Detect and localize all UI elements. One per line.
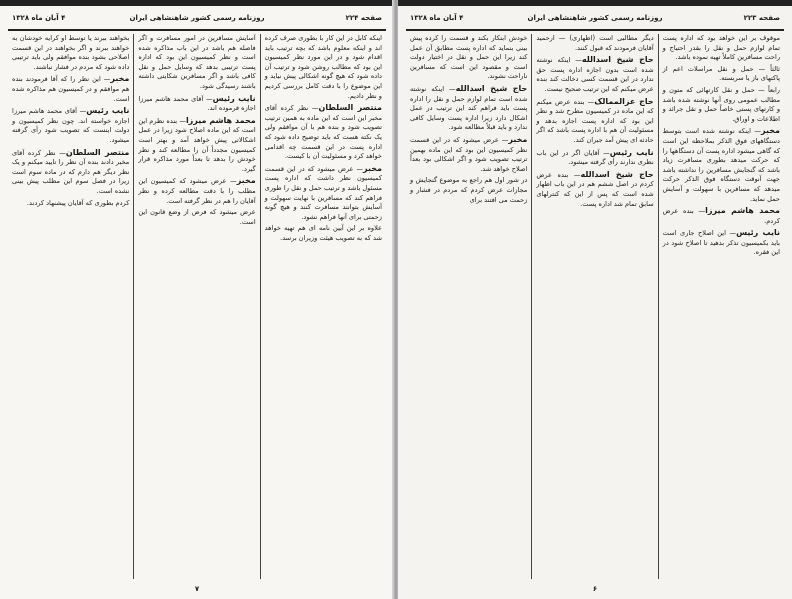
speaker-name: نایب رئیس [86,106,130,116]
header-rule [406,29,784,31]
paragraph-text: اینکه کابل در این کار با بطوری صرف کرده اند و اینکه معلوم باشد که بچه ترتیب باید اقدام شود و در این مورد نظر کمیسیون این بود که مطالب روشن شود و ترتیب آن داده شود که هیچ گونه اشکالی پیش نیاید و این موضوع را با دقت کامل بررسی کردیم و نظر دادیم. [264,34,382,100]
paragraph [12,148,129,197]
paragraph-text: — عرض میشود که کمیسیون این مطلب را با دقت مطالعه کرده و نظر آقایان را هم در نظر گرفته است. [138,177,256,205]
speaker-name: محمد هاشم میرزا [185,115,256,125]
header-rule [8,29,386,31]
paragraph [12,199,129,209]
text-column [134,34,260,579]
text-column [8,34,134,579]
speaker-name: مخبر [363,163,382,173]
paragraph [138,116,255,175]
page-header [8,12,386,26]
paragraph-text: — نظر کرده آقای مخبر این است که این ماده به همین ترتیب تصویب شود و بنده هم با آن موافقم ولی یک نکته هست که باید توضیح داده شود که اداره پست در این قسمت چه اقدامی خواهد کرد و مسئولیت آن با کیست. [264,104,382,161]
speaker-name: منتصر السلطان [65,147,130,157]
speaker-name: مخبر [508,134,528,144]
text-columns [406,34,784,579]
speaker-name: حاج شیخ اسدالله [581,55,654,65]
text-columns [8,34,386,579]
paragraph-text: عرض میشود که فرض از وضع قانون این است. [138,208,256,226]
paragraph [12,74,129,104]
paragraph [265,164,382,223]
paragraph-text: — آقای محمد هاشم میرزا اجازه خواسته اند. چون نظر کمیسیون و دولت اینست که تصویب شود رأی گرفته میشود. [12,107,130,144]
paragraph-text: — بنده عرض کردم. [662,207,780,225]
paragraph [138,176,255,206]
paragraph-text: رابعاً — حمل و نقل کارتهائی که متون و مطالب عمومی روی آنها نوشته شده باشد و کارتهای پستی خاصاً حمل و نقل جرائد و اطلاعات و اوراق. [662,85,780,123]
paragraph-text: — نظر کرده آقای مخبر دادند بنده آن نظر را تایید میکنم و یک نظر دیگر هم دارم که در ماده سوم است زیرا در فصل سوم این مطلب پیش بینی نشده است. [12,148,130,195]
paragraph [410,34,527,82]
paragraph-text: در شور اول هم راجع به موضوع گنجایش و مجازات عرض کردم که مردم در فشار و زحمت می افتند برای [410,176,528,204]
paragraph [12,106,129,145]
paragraph [536,170,653,209]
paragraph-text: — عرض میشود که در این قسمت نظر کمیسیون این بود که این ماده بهمین ترتیب تصویب شود و اگر اشکالی بود بعداً اصلاح خواهد شد. [410,135,528,173]
text-column [406,34,532,579]
paragraph-text: آسایش مسافرین در امور مسافرت و اگر فاصله هم باشد در این باب مذاکره شده است و نظر کمیسیون این بود که اداره پست ترتیبی بدهد که وسایل حمل و نقل کافی باشد و اگر مسافرین شکایتی داشته باشند رسیدگی شود. [138,34,256,90]
paragraph [265,224,382,243]
left-page [0,0,394,599]
paragraph [663,34,780,63]
newspaper-title: روزنامه رسمی کشور شاهنشاهی ایران [527,14,663,22]
issue-date: ۴ آبان ماه ۱۳۲۸ [410,14,464,22]
issue-date: ۴ آبان ماه ۱۳۲۸ [12,14,66,22]
paragraph [12,34,129,72]
speaker-name: نایب رئیس [609,147,654,157]
paragraph-text: — این اصلاح جاری است باید بکمیسیون تذکر بدهید تا اصلاح شود در این فقره. [662,229,780,257]
paragraph [663,86,780,124]
paragraph-text: کردم بطوری که آقایان پیشنهاد کردند. [26,198,130,207]
paragraph-text: خودش ابتکار بکند و قسمت را کرده پیش بینی بنماید که اداره پست مطابق آن عمل کند زیرا این حمل و نقل در اختیار دولت است و مقصود این است که مسافرین ناراحت نشوند. [410,34,528,81]
paragraph [138,34,255,92]
paragraph [265,103,382,162]
page-label: صفحه ۲۲۴ [345,14,382,22]
paragraph-text: — اینکه نوشته شده است بتوسط دستگاههای فوق الذکر بملاحظه این است که گاهی میشود اداره پست آن دستگاهها را که حرکت میدهد بطوری مسافرت زیاد باشد که گنجایش مسافرین را نداشته باشد جهت آنوقت دستگاه فوق الذکر حرکت میدهد که مسافرین با سهولت و آسایش حمل نماید. [662,127,780,203]
scan-edge [0,0,394,6]
text-column [532,34,658,579]
paragraph [138,208,255,227]
paragraph-text: — بنده عرض میکنم که این ماده در کمیسیون مطرح شد و نظر این بود که اداره پست اجازه بدهد و مسئولیت آن هم با اداره پست باشد که اگر حادثه ای پیش آمد جبران کند. [536,97,654,144]
paragraph [536,148,653,168]
page-number: ۶ [592,585,598,593]
paragraph-text: — آقای محمد هاشم میرزا اجازه فرموده اند. [138,94,256,113]
speaker-name: حاج شیخ اسدالله [580,169,654,179]
speaker-name: مخبر [236,176,256,186]
paragraph-text: دیگر مطالبی است (اظهاری) — ارحمید آقایان فرمودند که قبول کنند. [536,34,654,52]
page-label: صفحه ۲۲۳ [743,14,780,22]
paragraph [536,97,653,146]
paragraph-text: — عرض میشود که در این قسمت کمیسیون نظر داشت که اداره پست مسئول باشد و ترتیب حمل و نقل را طوری فراهم کند که مسافرین با نهایت سهولت و آسایش بتوانند مسافرت کنند و هیچ گونه زحمتی برای آنها فراهم نشود. [264,164,382,221]
speaker-name: محمد هاشم میرزا [705,206,780,216]
paragraph-text: علاوه بر این آیین نامه ای هم تهیه خواهد شد که به تصویب هیئت وزیران برسد. [264,224,382,242]
scan-edge [398,0,792,6]
right-page [398,0,792,599]
paragraph-text: — بنده نظرم این است که این ماده اصلاح شود زیرا در عمل اشکالاتی پیش خواهد آمد و بهتر است کمیسیون مجدداً آن را مطالعه کند و نظر خودش را بدهد تا بعداً مورد مذاکره قرار گیرد. [138,116,256,173]
speaker-name: نایب رئیس [736,228,780,238]
speaker-name: مخبر [110,74,130,84]
paragraph [536,34,653,53]
page-number: ۷ [194,585,200,593]
paragraph [410,135,527,174]
paragraph-text: بخواهند ببرند یا توسط او کرایه خودشان به خواهند ببرند و اگر بخواهند در این قسمت اصلاحی بشود بنده موافقم ولی باید ترتیبی داده شود که مردم در فشار نباشند. [12,34,130,71]
speaker-name: منتصر السلطان [318,103,383,113]
page-header [406,12,784,26]
paragraph [663,126,780,204]
paragraph-text: — این نظر را که آقا فرمودند بنده هم موافقم و در کمیسیون هم مذاکره شده است. [12,75,130,103]
paragraph [663,228,780,258]
text-column [659,34,784,579]
paragraph [410,84,527,133]
speaker-name: مخبر [761,126,780,136]
paragraph-text: — اینکه نوشته شده است تمام لوازم حمل و نقل را اداره پست باید فراهم کند این ترتیب در عمل اشکال دارد زیرا اداره پست وسایل کافی ندارد و باید قبلاً مطالعه شود. [410,84,528,132]
text-column [261,34,386,579]
speaker-name: حاج عزالممالک [594,96,654,106]
speaker-name: نایب رئیس [212,93,256,103]
paragraph [265,34,382,101]
paragraph [663,206,780,226]
speaker-name: حاج شیخ اسدالله [455,83,528,93]
paragraph [663,65,780,84]
paragraph-text: موقوف بر این خواهد بود که اداره پست تمام لوازم حمل و نقل را بقدر احتیاج و راحت مسافرین کاملاً تهیه نموده باشد. [662,34,780,62]
paragraph-text: — بنده عرض کردم در اصل ششم هم در این باب اظهار شده است که پس از این که کنترلهای سابق تمام شد اداره پست. [536,170,654,208]
paragraph-text: ثالثاً — حمل و نقل مراسلات اعم از پاکتهای باز یا سربسته. [662,64,780,83]
newspaper-title: روزنامه رسمی کشور شاهنشاهی ایران [129,14,265,22]
paragraph [138,94,255,114]
paragraph [536,55,653,94]
paragraph [410,176,527,205]
paragraph-text: — اینکه نوشته شده است بدون اجازه اداره پست حق ندارد در این قسمت کسی دخالت کند بنده عرض میکنم که این ترتیب صحیح نیست. [536,56,654,93]
paragraph-text: — آقایان اگر در این باب نظری ندارند رأی گرفته میشود. [536,148,654,167]
